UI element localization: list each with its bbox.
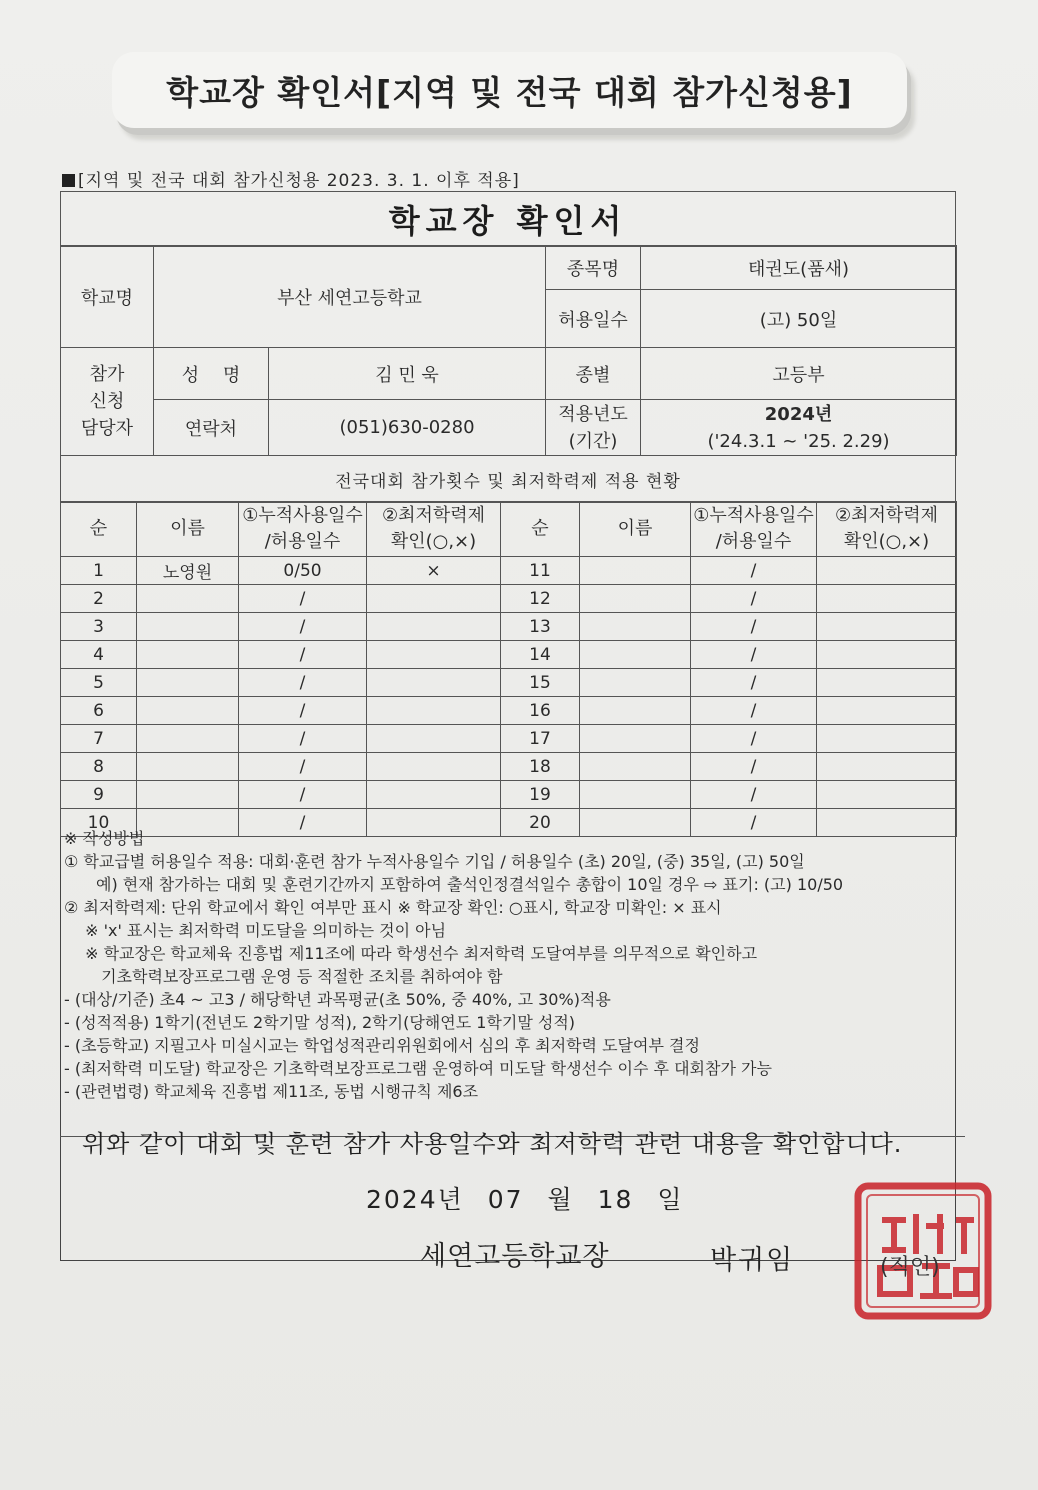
row-no: 12 xyxy=(501,585,580,613)
instruction-line: - (초등학교) 지필고사 미실시교는 학업성적관리위원회에서 심의 후 최저학력 도달여부 결정 xyxy=(64,1036,700,1055)
header-days-right-line2: /허용일수 xyxy=(715,531,792,552)
row-no: 2 xyxy=(61,585,137,613)
row-check xyxy=(817,557,957,585)
header-check-right-line2: 확인(○,×) xyxy=(843,531,930,552)
row-name xyxy=(580,557,691,585)
table-header-row xyxy=(61,502,957,557)
row-check xyxy=(817,613,957,641)
applicant-label xyxy=(61,348,154,456)
row-name xyxy=(137,641,239,669)
contact-label: 연락처 xyxy=(154,400,269,456)
applicability-note-text: [지역 및 전국 대회 참가신청용 2023. 3. 1. 이후 적용] xyxy=(78,171,520,191)
row-days: 0/50 xyxy=(239,557,367,585)
row-no: 17 xyxy=(501,725,580,753)
event-value: 태권도(품새) xyxy=(641,246,957,290)
row-name xyxy=(137,669,239,697)
row-name xyxy=(137,613,239,641)
header-no-left: 순 xyxy=(61,502,137,557)
year-label-line1: 적용년도 xyxy=(558,403,628,425)
row-name xyxy=(137,697,239,725)
row-days: / xyxy=(239,669,367,697)
bullet-square-icon xyxy=(62,174,75,187)
event-label: 종목명 xyxy=(546,246,641,290)
row-days: / xyxy=(239,753,367,781)
row-no: 18 xyxy=(501,753,580,781)
row-days: / xyxy=(239,781,367,809)
row-name xyxy=(580,781,691,809)
status-title-table xyxy=(60,455,956,503)
row-check xyxy=(367,669,501,697)
header-name-left: 이름 xyxy=(137,502,239,557)
allowed-days-value: (고) 50일 xyxy=(641,290,957,348)
header-check-left-line1: ②최저학력제 xyxy=(381,504,486,526)
row-no: 3 xyxy=(61,613,137,641)
row-name xyxy=(580,753,691,781)
row-check xyxy=(367,613,501,641)
participation-table xyxy=(60,501,957,837)
row-days: / xyxy=(239,809,367,837)
name-value: 김 민 욱 xyxy=(269,348,546,400)
year-value-line2: ('24.3.1 ~ '25. 2.29) xyxy=(707,430,890,452)
year-value-line1: 2024년 xyxy=(764,403,833,425)
school-label: 학교명 xyxy=(61,246,154,348)
status-title: 전국대회 참가횟수 및 최저학력제 적용 현황 xyxy=(61,456,956,503)
school-value: 부산 세연고등학교 xyxy=(154,246,546,348)
header-no-right: 순 xyxy=(501,502,580,557)
table-row xyxy=(61,585,957,613)
header-check-right xyxy=(817,502,957,557)
row-check xyxy=(817,753,957,781)
row-no: 5 xyxy=(61,669,137,697)
header-days-left-line2: /허용일수 xyxy=(264,531,341,552)
row-days: / xyxy=(691,557,817,585)
header-check-left-line2: 확인(○,×) xyxy=(390,531,477,552)
row-name xyxy=(137,585,239,613)
header-name-right: 이름 xyxy=(580,502,691,557)
category-label: 종별 xyxy=(546,348,641,400)
table-row xyxy=(61,753,957,781)
row-check xyxy=(367,641,501,669)
row-days: / xyxy=(239,697,367,725)
row-no: 19 xyxy=(501,781,580,809)
row-days: / xyxy=(691,809,817,837)
row-days: / xyxy=(691,781,817,809)
form-title: 학교장 확인서 xyxy=(61,192,956,247)
contact-value: (051)630-0280 xyxy=(269,400,546,456)
row-name xyxy=(137,753,239,781)
document-date: 2024년 07 월 18 일 xyxy=(366,1185,684,1214)
applicant-label-line2: 신청 xyxy=(89,391,125,412)
row-days: / xyxy=(691,697,817,725)
row-days: / xyxy=(239,641,367,669)
name-label: 성 명 xyxy=(154,348,269,400)
row-name xyxy=(580,725,691,753)
row-days: / xyxy=(691,641,817,669)
year-label-line2: (기간) xyxy=(568,430,618,452)
form-title-table xyxy=(60,191,956,247)
row-check xyxy=(817,781,957,809)
header-days-right-line1: ①누적사용일수 xyxy=(693,504,814,526)
row-no: 13 xyxy=(501,613,580,641)
category-value: 고등부 xyxy=(641,348,957,400)
table-row xyxy=(61,613,957,641)
row-days: / xyxy=(691,669,817,697)
instruction-line: ※ 'x' 표시는 최저학력 미도달을 의미하는 것이 아님 xyxy=(64,921,447,940)
instruction-line: - (최저학력 미도달) 학교장은 기초학력보장프로그램 운영하여 미도달 학생선수 이수 후 대회참가 가능 xyxy=(64,1059,772,1078)
header-days-left-line1: ①누적사용일수 xyxy=(242,504,363,526)
row-no: 1 xyxy=(61,557,137,585)
year-label xyxy=(546,400,641,456)
signature-organization: 세연고등학교장 xyxy=(420,1241,610,1272)
row-name: 노영원 xyxy=(137,557,239,585)
year-value xyxy=(641,400,957,456)
row-no: 9 xyxy=(61,781,137,809)
header-check-left xyxy=(367,502,501,557)
row-check xyxy=(367,697,501,725)
row-check xyxy=(367,753,501,781)
table-row xyxy=(61,641,957,669)
table-row xyxy=(61,781,957,809)
instruction-line: ② 최저학력제: 단위 학교에서 확인 여부만 표시 ※ 학교장 확인: ○표시, 학교장 미확인: × 표시 xyxy=(64,898,722,917)
row-no: 6 xyxy=(61,697,137,725)
header-days-left xyxy=(239,502,367,557)
header-days-right xyxy=(691,502,817,557)
signature-seal-label: (직인) xyxy=(880,1255,940,1280)
row-no: 20 xyxy=(501,809,580,837)
row-check xyxy=(817,669,957,697)
instruction-line: - (대상/기준) 초4 ~ 고3 / 해당학년 과목평균(초 50%, 중 40%, 고 30%)적용 xyxy=(64,990,611,1009)
instruction-line: ※ 학교장은 학교체육 진흥법 제11조에 따라 학생선수 최저학력 도달여부를 의무적으로 확인하고 xyxy=(64,944,758,963)
info-table xyxy=(60,245,957,456)
row-name xyxy=(137,725,239,753)
row-name xyxy=(580,641,691,669)
table-row xyxy=(61,725,957,753)
row-days: / xyxy=(691,613,817,641)
row-no: 4 xyxy=(61,641,137,669)
instruction-line: ※ 작성방법 xyxy=(64,829,145,848)
row-check xyxy=(817,585,957,613)
row-days: / xyxy=(691,585,817,613)
row-days: / xyxy=(691,753,817,781)
row-check xyxy=(367,725,501,753)
table-row xyxy=(61,697,957,725)
row-no: 8 xyxy=(61,753,137,781)
row-check xyxy=(367,781,501,809)
row-no: 15 xyxy=(501,669,580,697)
row-check xyxy=(817,725,957,753)
row-check xyxy=(817,641,957,669)
instructions xyxy=(64,827,964,1103)
row-name xyxy=(580,585,691,613)
row-days: / xyxy=(691,725,817,753)
header-check-right-line1: ②최저학력제 xyxy=(834,504,939,526)
instruction-line: - (성적적용) 1학기(전년도 2학기말 성적), 2학기(당해연도 1학기말 성적) xyxy=(64,1013,576,1032)
row-days: / xyxy=(239,725,367,753)
row-check xyxy=(817,697,957,725)
row-name xyxy=(137,781,239,809)
row-days: / xyxy=(239,585,367,613)
applicant-label-line1: 참가 xyxy=(89,364,125,385)
row-name xyxy=(580,697,691,725)
instruction-line: - (관련법령) 학교체육 진흥법 제11조, 동법 시행규칙 제6조 xyxy=(64,1082,479,1101)
signature-name: 박귀임 xyxy=(710,1245,795,1276)
table-row xyxy=(61,557,957,585)
instruction-line: 예) 현재 참가하는 대회 및 훈련기간까지 포함하여 출석인정결석일수 총합이 10일 경우 ⇨ 표기: (고) 10/50 xyxy=(64,875,844,894)
confirmation-statement: 위와 같이 대회 및 훈련 참가 사용일수와 최저학력 관련 내용을 확인합니다. xyxy=(82,1130,903,1158)
row-check xyxy=(367,585,501,613)
row-name xyxy=(580,613,691,641)
row-name xyxy=(580,669,691,697)
row-no: 7 xyxy=(61,725,137,753)
row-no: 11 xyxy=(501,557,580,585)
applicant-label-line3: 담당자 xyxy=(80,418,134,439)
instruction-line: ① 학교급별 허용일수 적용: 대회·훈련 참가 누적사용일수 기입 / 허용일수 (초) 20일, (중) 35일, (고) 50일 xyxy=(64,852,805,871)
banner-title: 학교장 확인서[지역 및 전국 대회 참가신청용] xyxy=(112,52,907,128)
table-row xyxy=(61,669,957,697)
row-no: 16 xyxy=(501,697,580,725)
row-no: 10 xyxy=(61,809,137,837)
row-check: × xyxy=(367,557,501,585)
instruction-line: 기초학력보장프로그램 운영 등 적절한 조치를 취하여야 함 xyxy=(64,967,503,986)
applicability-note xyxy=(62,166,520,191)
row-no: 14 xyxy=(501,641,580,669)
allowed-days-label: 허용일수 xyxy=(546,290,641,348)
row-days: / xyxy=(239,613,367,641)
